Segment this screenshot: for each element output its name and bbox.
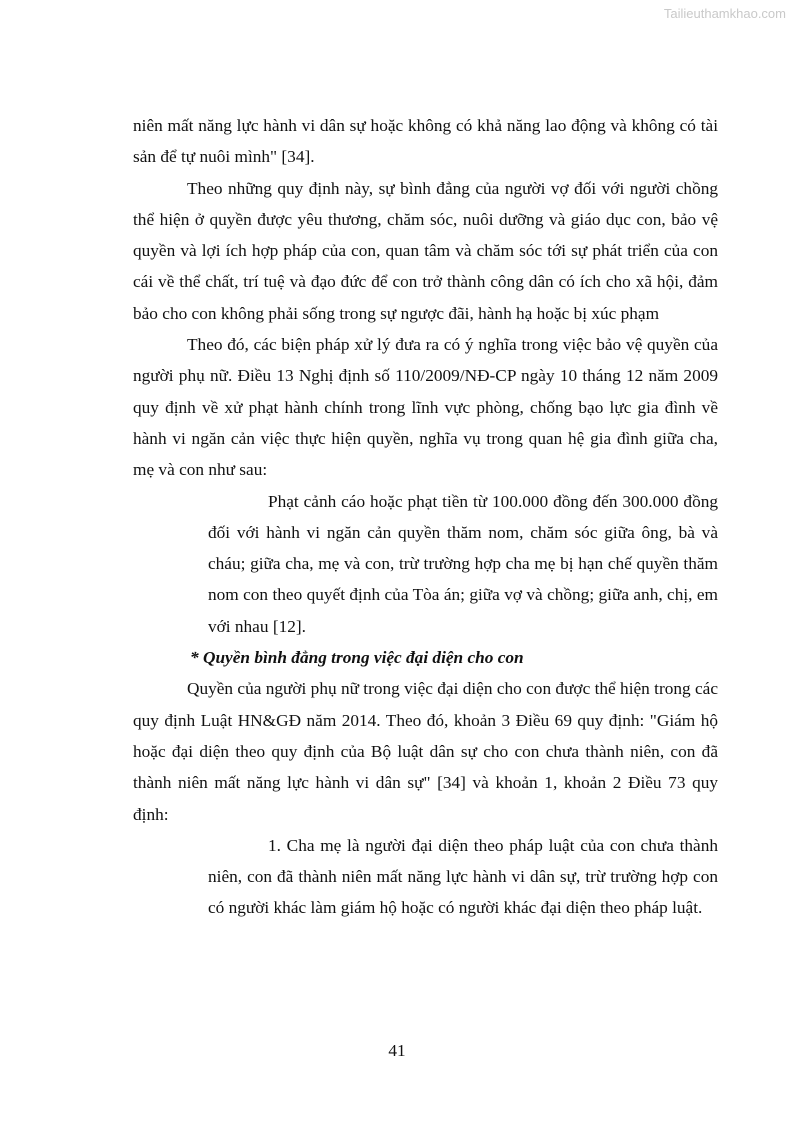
- paragraph-measures: Theo đó, các biện pháp xử lý đưa ra có ý nghĩa trong việc bảo vệ quyền của người phụ nữ. Điều 13 Nghị định số 110/2009/NĐ-CP ngày 10 tháng 12 năm 2009 quy định về xử phạt hành chính trong lĩnh vực phòng, chống bạo lực gia đình về hành vi ngăn cản việc thực hiện quyền, nghĩa vụ trong quan hệ gia đình giữa cha, mẹ và con như sau:: [133, 335, 718, 480]
- page-body: [133, 110, 718, 924]
- section-heading: * Quyền bình đẳng trong việc đại diện cho con: [190, 648, 524, 668]
- watermark: Tailieuthamkhao.com: [663, 6, 786, 21]
- paragraph-representation: Quyền của người phụ nữ trong việc đại diện cho con được thể hiện trong các quy định Luật HN&GĐ năm 2014. Theo đó, khoản 3 Điều 69 quy định: "Giám hộ hoặc đại diện theo quy định của Bộ luật dân sự cho con chưa thành niên, con đã thành niên mất năng lực hành vi dân sự" [34] và khoản 1, khoản 2 Điều 73 quy định:: [133, 679, 718, 824]
- block-quote-article-73: 1. Cha mẹ là người đại diện theo pháp luật của con chưa thành niên, con đã thành niên mất năng lực hành vi dân sự, trừ trường hợp con có người khác làm giám hộ hoặc có người khác đại diện theo pháp luật.: [208, 835, 718, 918]
- page-number: 41: [388, 1041, 406, 1060]
- block-quote-penalty: Phạt cảnh cáo hoặc phạt tiền từ 100.000 đồng đến 300.000 đồng đối với hành vi ngăn cản quyền thăm nom, chăm sóc giữa ông, bà và cháu; giữa cha, mẹ và con, trừ trường hợp cha mẹ bị hạn chế quyền thăm nom con theo quyết định của Tòa án; giữa vợ và chồng; giữa anh, chị, em với nhau [12].: [208, 491, 718, 636]
- paragraph-continuation: niên mất năng lực hành vi dân sự hoặc không có khả năng lao động và không có tài sản để tự nuôi mình" [34].: [133, 116, 718, 167]
- paragraph-equality-wife: Theo những quy định này, sự bình đẳng của người vợ đối với người chồng thể hiện ở quyền được yêu thương, chăm sóc, nuôi dưỡng và giáo dục con, bảo vệ quyền và lợi ích hợp pháp của con, quan tâm và chăm sóc tới sự phát triển của con cái về thể chất, trí tuệ và đạo đức để con trở thành công dân có ích cho xã hội, đảm bảo cho con không phải sống trong sự ngược đãi, hành hạ hoặc bị xúc phạm: [133, 178, 718, 323]
